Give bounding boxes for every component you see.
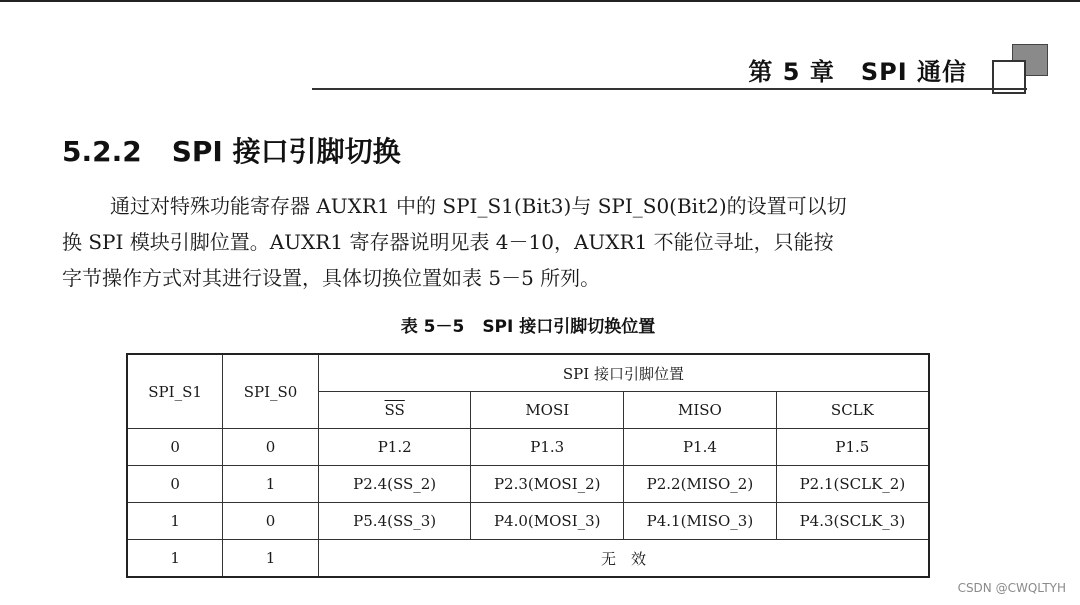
- header-spi-s0: SPI_S0: [223, 354, 319, 429]
- table-cell: 0: [223, 429, 319, 466]
- chapter-name: SPI 通信: [860, 58, 967, 86]
- section-heading: [62, 130, 401, 170]
- header-sclk: SCLK: [776, 392, 929, 429]
- table-cell: 1: [127, 540, 223, 578]
- section-title-text: SPI 接口引脚切换: [171, 135, 401, 168]
- table-cell: P1.3: [471, 429, 624, 466]
- header-spi-s1: SPI_S1: [127, 354, 223, 429]
- table-row: [127, 503, 929, 540]
- header-ss: $\overline{SS}$: [318, 392, 471, 429]
- source-watermark: CSDN @CWQLTYH: [957, 581, 1066, 595]
- header-pin-location: SPI 接口引脚位置: [318, 354, 929, 392]
- table-cell: P2.1(SCLK_2): [776, 466, 929, 503]
- spi-pin-table: [126, 353, 930, 578]
- table-caption-title: SPI 接口引脚切换位置: [482, 317, 656, 337]
- table-cell-invalid: 无 效: [318, 540, 929, 578]
- table-cell: P4.1(MISO_3): [624, 503, 777, 540]
- top-border-line: [0, 0, 1080, 2]
- header-mosi: MOSI: [471, 392, 624, 429]
- table-cell: P4.0(MOSI_3): [471, 503, 624, 540]
- body-paragraph: [62, 188, 1002, 296]
- chapter-number: 第 5 章: [748, 58, 835, 86]
- table-cell: P2.2(MISO_2): [624, 466, 777, 503]
- table-caption: [0, 312, 1056, 337]
- table-cell: P4.3(SCLK_3): [776, 503, 929, 540]
- table-cell: 0: [223, 503, 319, 540]
- table-cell: 0: [127, 466, 223, 503]
- table-row: [127, 429, 929, 466]
- table-row: [127, 466, 929, 503]
- section-number: 5.2.2: [62, 135, 142, 168]
- header-miso: MISO: [624, 392, 777, 429]
- paragraph-line: 字节操作方式对其进行设置，具体切换位置如表 5－5 所列。: [62, 266, 601, 290]
- table-row: [127, 540, 929, 578]
- table-cell: P5.4(SS_3): [318, 503, 471, 540]
- table-cell: 1: [223, 540, 319, 578]
- table-cell: 0: [127, 429, 223, 466]
- table-cell: P1.4: [624, 429, 777, 466]
- table-cell: P1.2: [318, 429, 471, 466]
- paragraph-line: 换 SPI 模块引脚位置。AUXR1 寄存器说明见表 4－10，AUXR1 不能位寻址，只能按: [62, 230, 834, 254]
- chapter-decoration-icon: [992, 44, 1048, 94]
- table-cell: P1.5: [776, 429, 929, 466]
- table-cell: P2.3(MOSI_2): [471, 466, 624, 503]
- table-header-row: [127, 354, 929, 392]
- chapter-header-rule: [312, 88, 1027, 90]
- chapter-header-title: [748, 52, 967, 87]
- table-cell: P2.4(SS_2): [318, 466, 471, 503]
- table-cell: 1: [127, 503, 223, 540]
- table-caption-number: 表 5－5: [400, 317, 465, 337]
- table-cell: 1: [223, 466, 319, 503]
- paragraph-line: 通过对特殊功能寄存器 AUXR1 中的 SPI_S1(Bit3)与 SPI_S0(Bit2)的设置可以切: [110, 194, 847, 218]
